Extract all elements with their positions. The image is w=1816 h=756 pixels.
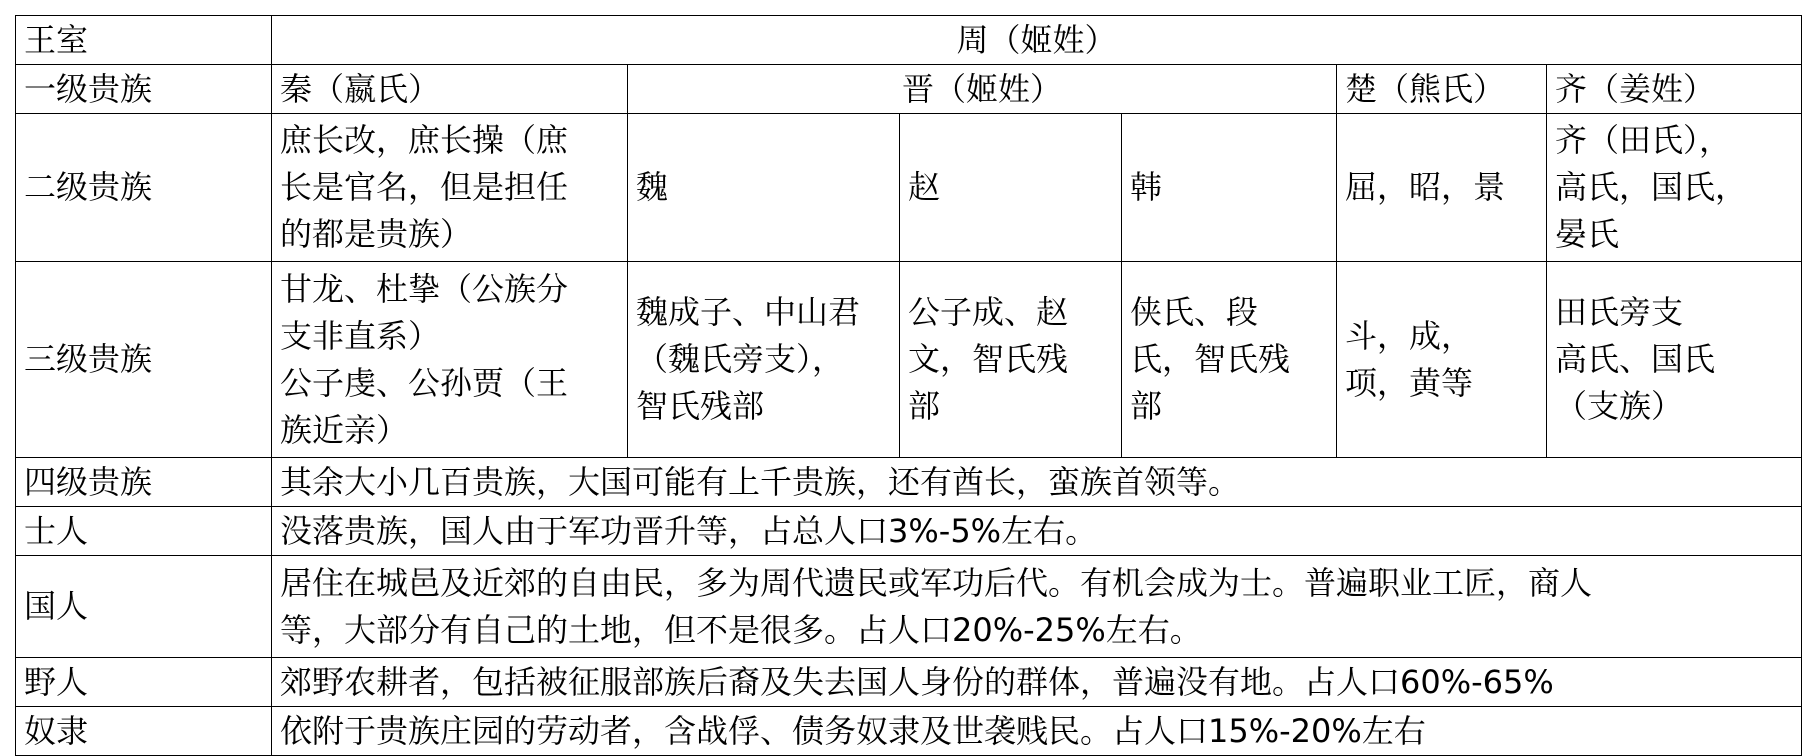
row-tier4 [16, 458, 1802, 507]
tier4-description-cell: 其余大小几百贵族，大国可能有上千贵族，还有酋长，蛮族首领等。 [272, 458, 1802, 507]
row-tier3 [16, 262, 1802, 458]
row-label-yeren: 野人 [16, 658, 272, 707]
yeren-description-cell: 郊野农耕者，包括被征服部族后裔及失去国人身份的群体，普遍没有地。占人口60%-65% [272, 658, 1802, 707]
row-label-tier1: 一级贵族 [16, 65, 272, 114]
row-shi [16, 507, 1802, 556]
tier2-qin-cell: 庶长改，庶长操（庶 长是官名，但是担任 的都是贵族） [272, 114, 628, 262]
row-yeren [16, 658, 1802, 707]
tier3-qin-cell: 甘龙、杜挚（公族分 支非直系） 公子虔、公孙贾（王 族近亲） [272, 262, 628, 458]
row-guoren [16, 556, 1802, 658]
row-label-guoren: 国人 [16, 556, 272, 658]
row-royal [16, 16, 1802, 65]
tier2-wei-cell: 魏 [628, 114, 900, 262]
nuli-description-cell: 依附于贵族庄园的劳动者，含战俘、债务奴隶及世袭贱民。占人口15%-20%左右 [272, 707, 1802, 756]
tier3-han-cell: 侠氏、段 氏，智氏残 部 [1122, 262, 1337, 458]
tier3-qi-cell: 田氏旁支 高氏、国氏 （支族） [1547, 262, 1802, 458]
tier3-chu-cell: 斗，成， 项，黄等 [1337, 262, 1547, 458]
guoren-description-cell: 居住在城邑及近郊的自由民，多为周代遗民或军功后代。有机会成为士。普遍职业工匠，商人 等，大部分有自己的土地，但不是很多。占人口20%-25%左右。 [272, 556, 1802, 658]
royal-house-cell: 周（姬姓） [272, 16, 1802, 65]
tier2-han-cell: 韩 [1122, 114, 1337, 262]
row-label-nuli: 奴隶 [16, 707, 272, 756]
tier2-chu-cell: 屈，昭，景 [1337, 114, 1547, 262]
row-tier1 [16, 65, 1802, 114]
tier3-wei-cell: 魏成子、中山君 （魏氏旁支）， 智氏残部 [628, 262, 900, 458]
shi-description-cell: 没落贵族，国人由于军功晋升等，占总人口3%-5%左右。 [272, 507, 1802, 556]
tier1-chu-cell: 楚（熊氏） [1337, 65, 1547, 114]
social-hierarchy-table [15, 15, 1802, 756]
tier2-zhao-cell: 赵 [900, 114, 1122, 262]
row-label-shi: 士人 [16, 507, 272, 556]
row-label-tier2: 二级贵族 [16, 114, 272, 262]
tier3-zhao-cell: 公子成、赵 文，智氏残 部 [900, 262, 1122, 458]
row-tier2 [16, 114, 1802, 262]
tier1-jin-cell: 晋（姬姓） [628, 65, 1337, 114]
row-label-tier4: 四级贵族 [16, 458, 272, 507]
row-label-royal: 王室 [16, 16, 272, 65]
tier1-qi-cell: 齐（姜姓） [1547, 65, 1802, 114]
tier2-qi-cell: 齐（田氏）， 高氏，国氏， 晏氏 [1547, 114, 1802, 262]
row-label-tier3: 三级贵族 [16, 262, 272, 458]
row-nuli [16, 707, 1802, 756]
tier1-qin-cell: 秦（嬴氏） [272, 65, 628, 114]
